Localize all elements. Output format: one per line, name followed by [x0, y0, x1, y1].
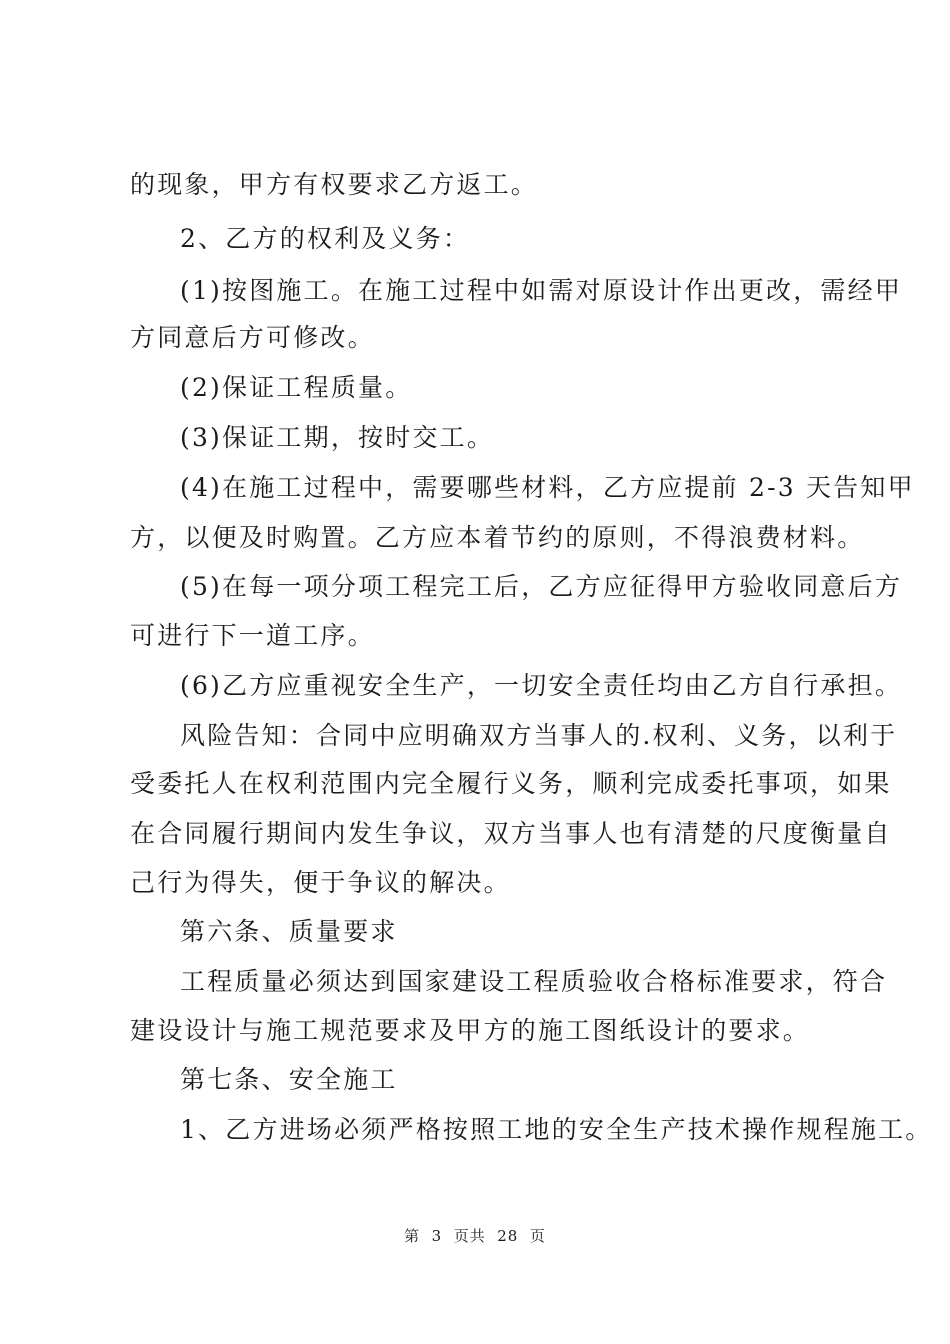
paragraph-line: 受委托人在权利范围内完全履行义务，顺利完成委托事项，如果: [130, 769, 892, 798]
paragraph-line: 可进行下一道工序。: [130, 621, 375, 650]
paragraph-line: (1)按图施工。在施工过程中如需对原设计作出更改，需经甲: [180, 276, 903, 305]
paragraph-line: (2)保证工程质量。: [180, 373, 413, 402]
paragraph-line: (4)在施工过程中，需要哪些材料，乙方应提前 2-3 天告知甲: [180, 473, 915, 502]
paragraph-line: 风险告知：合同中应明确双方当事人的.权利、义务，以利于: [180, 721, 898, 750]
paragraph-line: 工程质量必须达到国家建设工程质验收合格标准要求，符合: [180, 967, 888, 996]
paragraph-line: 的现象，甲方有权要求乙方返工。: [130, 170, 539, 199]
paragraph-line: 1、乙方进场必须严格按照工地的安全生产技术操作规程施工。: [180, 1115, 933, 1144]
paragraph-line: (5)在每一项分项工程完工后，乙方应征得甲方验收同意后方: [180, 572, 903, 601]
section-heading: 第七条、安全施工: [180, 1065, 398, 1094]
paragraph-line: 方，以便及时购置。乙方应本着节约的原则，不得浪费材料。: [130, 523, 865, 552]
paragraph-line: (6)乙方应重视安全生产，一切安全责任均由乙方自行承担。: [180, 671, 903, 700]
section-heading: 2、乙方的权利及义务：: [180, 224, 471, 253]
paragraph-line: 在合同履行期间内发生争议，双方当事人也有清楚的尺度衡量自: [130, 819, 892, 848]
paragraph-line: 方同意后方可修改。: [130, 323, 375, 352]
paragraph-line: 建设设计与施工规范要求及甲方的施工图纸设计的要求。: [130, 1016, 811, 1045]
section-heading: 第六条、质量要求: [180, 917, 398, 946]
paragraph-line: 己行为得失，便于争议的解决。: [130, 868, 511, 897]
paragraph-line: (3)保证工期，按时交工。: [180, 423, 495, 452]
page-number-footer: 第 3 页共 28 页: [404, 1227, 546, 1245]
